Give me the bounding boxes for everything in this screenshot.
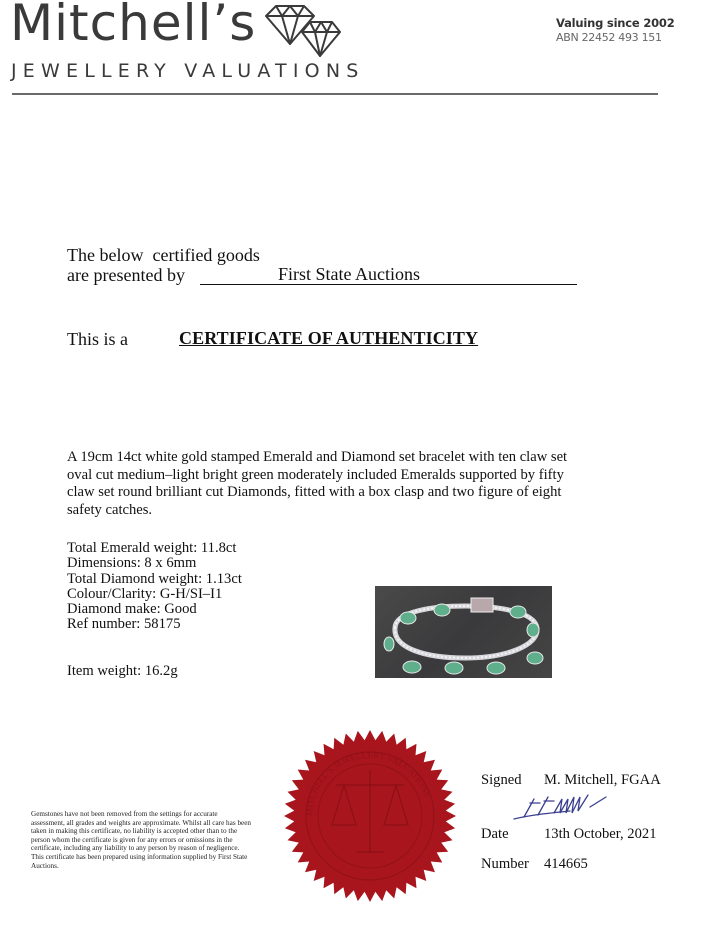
date-value: 13th October, 2021: [544, 826, 657, 842]
item-weight: Item weight: 16.2g: [67, 663, 178, 679]
header-divider: [12, 93, 658, 95]
disclaimer: Gemstones have not been removed from the settings for accurate assessment, all grades and weights are approximate. Whilst all care has been taken in making this certificate, no liability is accepted other than to the person whom the certificate is given for any errors or omissions in the certificate, including any liability to any person by reason of negligence. This certificate has been prepared using information supplied by First State Auctions.: [31, 810, 252, 870]
spec-dimensions: Dimensions: 8 x 6mm: [67, 555, 197, 572]
presenter-field: [200, 264, 577, 285]
item-specs: [67, 541, 242, 633]
spec-ref-number: Ref number: 58175: [67, 616, 181, 633]
tagline: Valuing since 2002: [556, 16, 675, 30]
date-label: Date: [481, 826, 509, 842]
spec-diamond-weight: Total Diamond weight: 1.13ct: [67, 570, 242, 587]
brand-name: Mitchell’s: [10, 0, 257, 52]
seal: [272, 730, 468, 902]
brand-subtitle: JEWELLERY VALUATIONS: [11, 60, 365, 82]
diamonds-icon: [258, 2, 342, 60]
spec-diamond-make: Diamond make: Good: [67, 601, 197, 618]
certificate-number: 414665: [544, 856, 588, 872]
signed-label: Signed: [481, 772, 522, 788]
number-label: Number: [481, 856, 529, 872]
presented-line-2-label: are presented by: [67, 265, 185, 285]
spec-colour-clarity: Colour/Clarity: G-H/SI–I1: [67, 585, 223, 602]
bracelet-image: [375, 586, 552, 678]
signer-name: M. Mitchell, FGAA: [544, 772, 661, 788]
handwritten-signature: [510, 793, 620, 823]
spec-emerald-weight: Total Emerald weight: 11.8ct: [67, 540, 237, 556]
presented-line-1: The below certified goods: [67, 245, 260, 265]
certificate-prefix: This is a: [67, 329, 128, 349]
certificate-title: CERTIFICATE OF AUTHENTICITY: [179, 328, 479, 348]
presenter-name: First State Auctions: [278, 264, 421, 284]
abn-number: ABN 22452 493 151: [556, 31, 662, 44]
item-description: A 19cm 14ct white gold stamped Emerald and Diamond set bracelet with ten claw set oval cut medium–light bright green moderately included Emeralds supported by fifty claw set round brilliant cut Diamonds, fitted with a box clasp and two figure of eight safety catches.: [67, 449, 568, 518]
seal-inscription: MITCHELL'S JEWELLERY VALUATIONS: [303, 749, 433, 817]
bracelet-photo: [375, 586, 552, 678]
